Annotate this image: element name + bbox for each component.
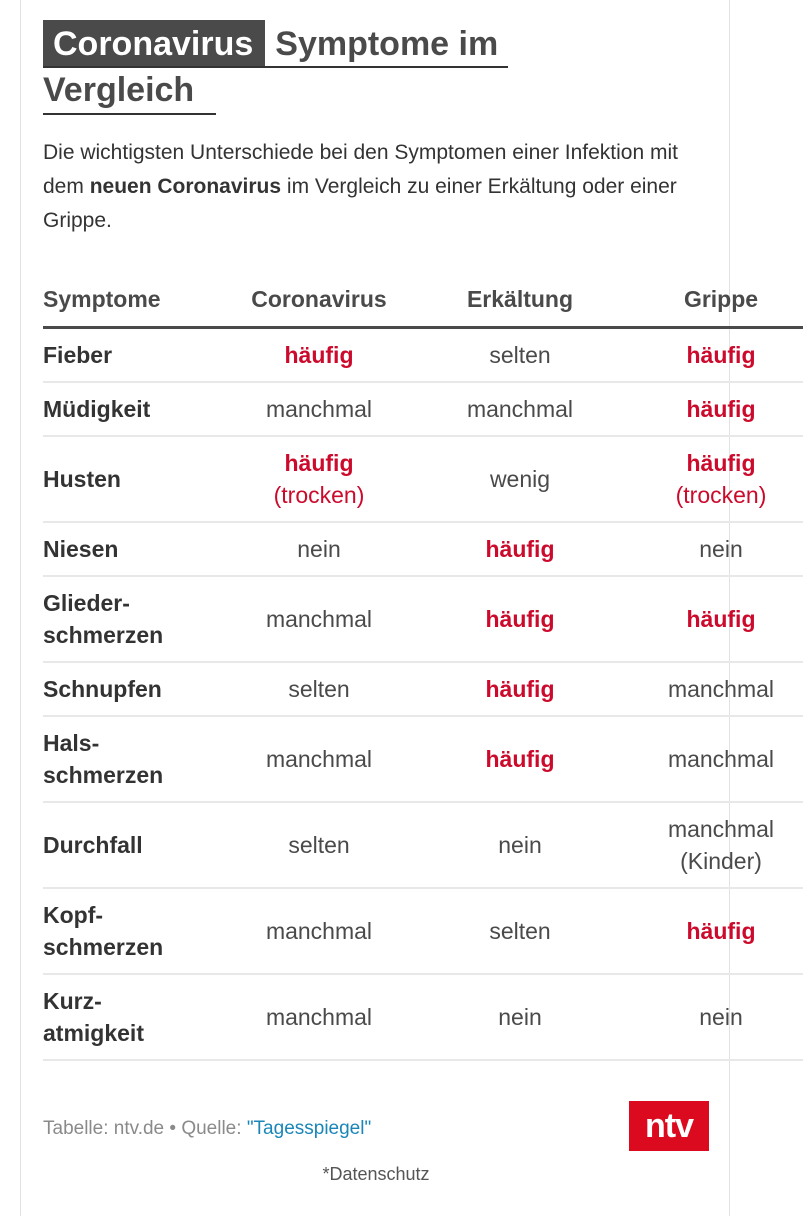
symptom-name: Schnupfen [43,676,162,702]
cell-coronavirus [243,577,395,661]
cell-grippe-value: nein [699,536,743,562]
cell-grippe-value: manchmal [667,746,775,772]
cell-coronavirus-value: manchmal [265,918,373,944]
cell-erkaeltung-value: nein [498,1004,542,1030]
cell-coronavirus-value: häufig [284,450,354,476]
cell-coronavirus-value: manchmal [265,1004,373,1030]
cell-grippe [646,663,796,715]
table-row [43,717,803,803]
headline [43,20,709,115]
table-row [43,975,803,1061]
table-row [43,383,803,437]
cell-coronavirus-value: selten [288,832,350,858]
source-link[interactable]: "Tagesspiegel" [246,1118,372,1139]
cell-coronavirus-value: nein [297,536,341,562]
symptom-name: Durchfall [43,832,143,858]
headline-text-2: Vergleich [43,71,195,109]
cell-erkaeltung [445,437,595,521]
table-header [43,272,803,329]
cell-erkaeltung [445,803,595,887]
cell-grippe-note: (trocken) [675,482,767,508]
symptom-name: Hals- schmerzen [43,730,164,788]
cell-coronavirus [243,803,395,887]
table-row [43,437,803,523]
cell-coronavirus [243,663,395,715]
cell-erkaeltung [445,663,595,715]
headline-tag: Coronavirus [43,20,265,66]
cell-erkaeltung-value: häufig [485,536,555,562]
cell-grippe-value: häufig [686,606,756,632]
cell-grippe [646,975,796,1059]
cell-erkaeltung-value: wenig [489,466,551,492]
cell-grippe [646,889,796,973]
symptom-name: Glieder- schmerzen [43,590,164,648]
privacy-link[interactable]: *Datenschutz [322,1164,430,1184]
cell-coronavirus [243,975,395,1059]
cell-coronavirus [243,383,395,435]
cell-grippe [646,383,796,435]
headline-text-1: Symptome im [275,25,499,63]
cell-grippe-value: nein [699,1004,743,1030]
cell-erkaeltung [445,383,595,435]
cell-grippe-note: (Kinder) [680,848,762,874]
table-row [43,523,803,577]
lead-text-2: im Vergleich zu einer Erkältung oder einer Grippe. [43,175,677,232]
cell-erkaeltung [445,329,595,381]
cell-coronavirus-value: selten [288,676,350,702]
header-symptome: Symptome [43,286,161,312]
table-row [43,803,803,889]
table-row [43,889,803,975]
cell-grippe-value: manchmal [667,676,775,702]
cell-coronavirus [243,437,395,521]
cell-coronavirus-value: häufig [284,342,354,368]
cell-erkaeltung [445,577,595,661]
cell-erkaeltung [445,975,595,1059]
source-line [43,1118,371,1140]
table-row [43,577,803,663]
symptom-name: Fieber [43,342,113,368]
header-grippe: Grippe [683,286,759,312]
cell-coronavirus [243,523,395,575]
cell-grippe [646,803,796,887]
table-row [43,663,803,717]
cell-grippe-value: häufig [686,450,756,476]
cell-grippe [646,329,796,381]
article-frame [20,0,775,1216]
cell-coronavirus-value: manchmal [265,746,373,772]
ntv-logo[interactable]: ntv [629,1101,709,1151]
cell-erkaeltung [445,717,595,801]
lead-paragraph [43,136,709,238]
symptom-table[interactable] [43,272,775,1062]
symptom-name: Niesen [43,536,119,562]
lead-bold: neuen Coronavirus [89,175,282,198]
symptom-name: Husten [43,466,121,492]
cell-erkaeltung-value: selten [489,342,551,368]
symptom-name: Kurz- atmigkeit [43,988,144,1046]
lead-text-1: Die wichtigsten Unterschiede bei den Symptomen einer Infektion mit dem [43,141,678,198]
cell-coronavirus-value: manchmal [265,396,373,422]
cell-coronavirus-note: (trocken) [273,482,365,508]
cell-grippe-value: häufig [686,918,756,944]
headline-line-1 [43,20,508,68]
cell-grippe [646,717,796,801]
cell-erkaeltung-value: häufig [485,746,555,772]
cell-grippe-value: häufig [686,396,756,422]
cell-erkaeltung-value: häufig [485,676,555,702]
cell-erkaeltung [445,889,595,973]
source-prefix: Tabelle: ntv.de • Quelle: [43,1118,247,1139]
headline-line-2 [43,68,216,115]
cell-grippe [646,523,796,575]
symptom-name: Kopf- schmerzen [43,902,164,960]
cell-grippe-value: manchmal [667,816,775,842]
cell-erkaeltung-value: selten [489,918,551,944]
cell-erkaeltung-value: nein [498,832,542,858]
symptom-name: Müdigkeit [43,396,151,422]
header-coronavirus: Coronavirus [251,286,387,312]
cell-erkaeltung [445,523,595,575]
cell-grippe [646,577,796,661]
cell-coronavirus [243,329,395,381]
cell-coronavirus [243,717,395,801]
cell-erkaeltung-value: manchmal [466,396,574,422]
cell-grippe [646,437,796,521]
header-erkaeltung: Erkältung [466,286,574,312]
table-row [43,329,803,383]
cell-erkaeltung-value: häufig [485,606,555,632]
cell-grippe-value: häufig [686,342,756,368]
cell-coronavirus [243,889,395,973]
cell-coronavirus-value: manchmal [265,606,373,632]
